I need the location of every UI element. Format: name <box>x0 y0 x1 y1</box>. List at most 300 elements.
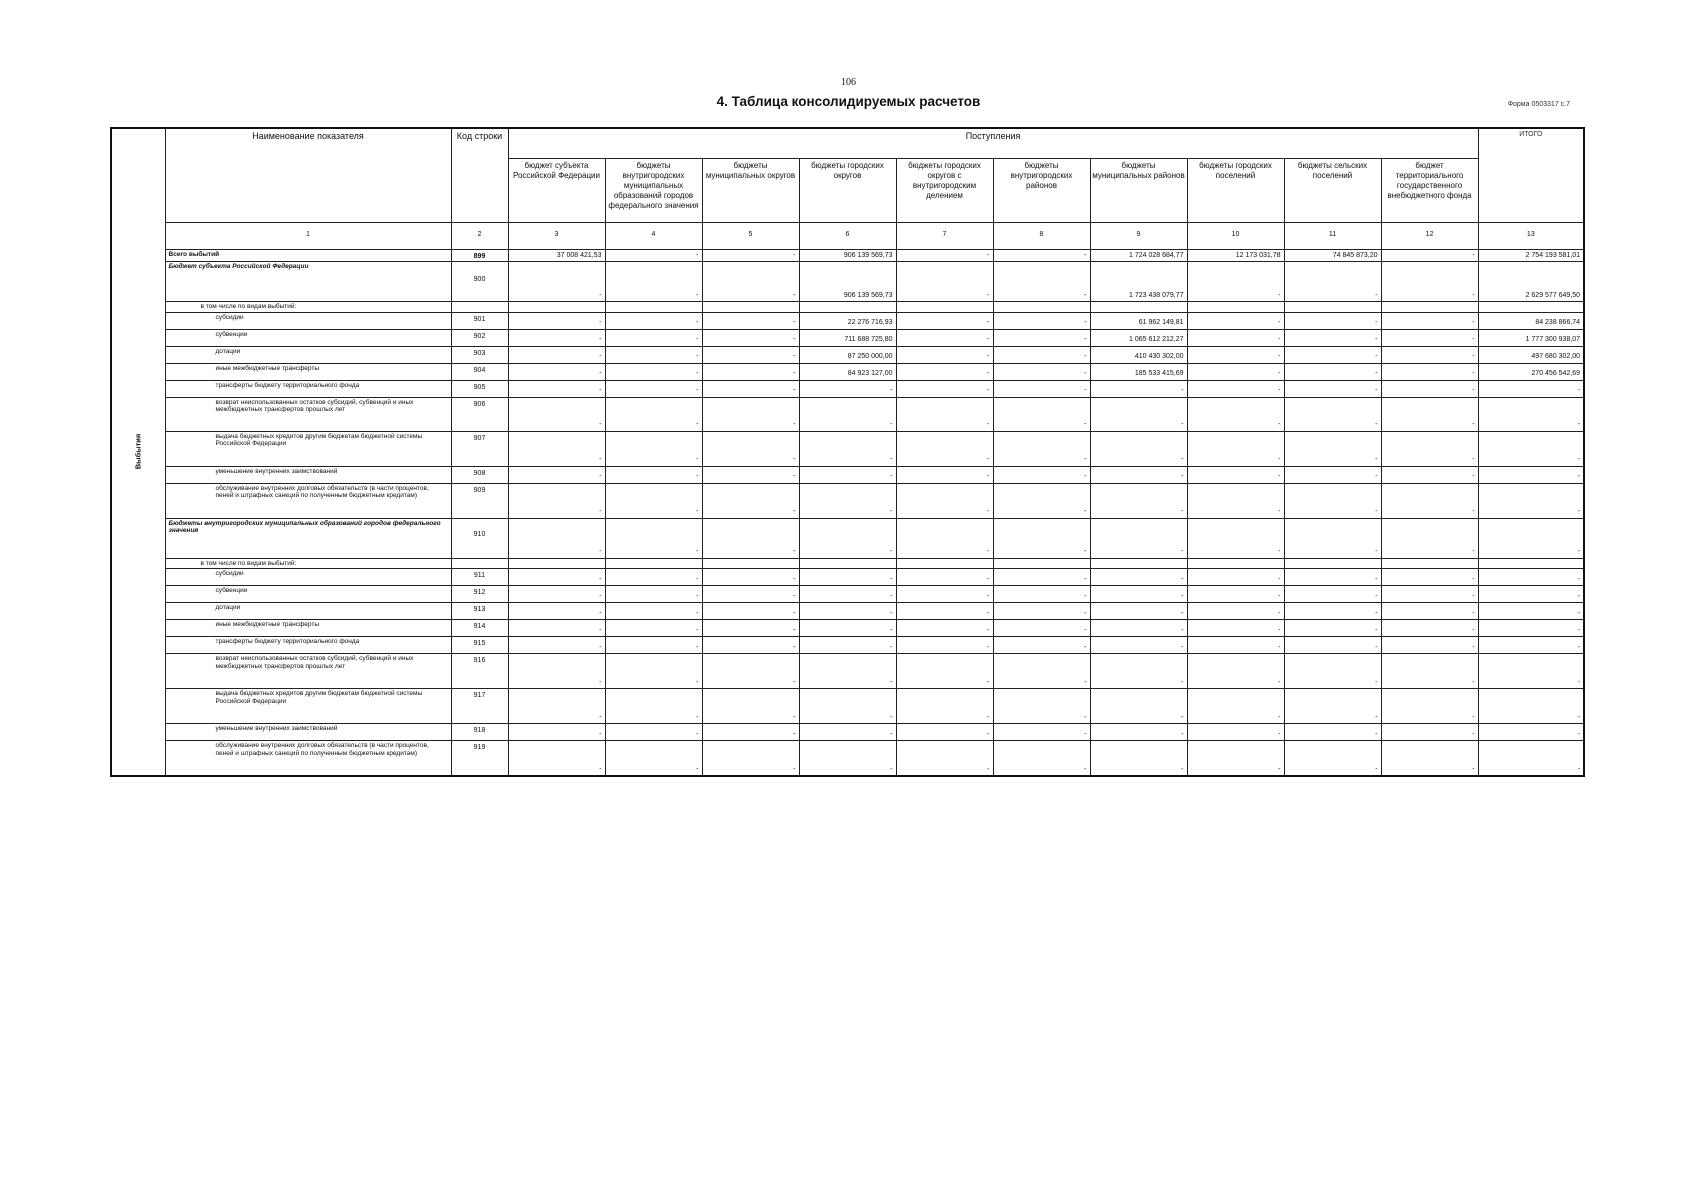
row-value: - <box>1187 518 1284 558</box>
col-number: 3 <box>508 222 605 249</box>
table-row <box>111 518 1584 558</box>
row-value: - <box>993 261 1090 301</box>
row-value: - <box>896 603 993 620</box>
row-value: - <box>1284 620 1381 637</box>
row-value: - <box>508 431 605 466</box>
row-value <box>1381 558 1478 569</box>
row-value: - <box>508 654 605 689</box>
row-value <box>896 558 993 569</box>
row-value: - <box>508 637 605 654</box>
row-value: - <box>799 397 896 431</box>
row-value: - <box>508 312 605 329</box>
row-total-value: - <box>1478 569 1584 586</box>
row-value: - <box>702 249 799 261</box>
row-value: - <box>605 586 702 603</box>
row-value: - <box>1187 724 1284 741</box>
row-value: - <box>1187 689 1284 724</box>
row-value: - <box>799 483 896 518</box>
row-name: субсидии <box>165 312 451 329</box>
row-value: - <box>605 380 702 397</box>
row-code: 900 <box>451 261 508 301</box>
row-total-value: - <box>1478 689 1584 724</box>
row-value: - <box>508 329 605 346</box>
row-total-value: 1 777 300 938,07 <box>1478 329 1584 346</box>
row-value: - <box>1187 466 1284 483</box>
row-value <box>1187 558 1284 569</box>
row-name: субвенции <box>165 329 451 346</box>
row-value: - <box>993 363 1090 380</box>
row-value: - <box>1381 249 1478 261</box>
row-value: - <box>1381 466 1478 483</box>
row-value: - <box>1381 620 1478 637</box>
row-value: - <box>508 569 605 586</box>
col-number: 4 <box>605 222 702 249</box>
row-total-value: - <box>1478 466 1584 483</box>
table-row <box>111 603 1584 620</box>
table-row <box>111 346 1584 363</box>
row-value: - <box>1284 603 1381 620</box>
row-name: уменьшение внутренних заимствований <box>165 724 451 741</box>
row-name: Всего выбытий <box>165 249 451 261</box>
col-number: 11 <box>1284 222 1381 249</box>
row-value: - <box>1284 518 1381 558</box>
row-value: - <box>799 380 896 397</box>
row-value: - <box>1187 654 1284 689</box>
row-value <box>799 301 896 312</box>
row-value: - <box>1187 569 1284 586</box>
row-value: - <box>702 518 799 558</box>
row-value: - <box>1090 689 1187 724</box>
row-value: - <box>993 724 1090 741</box>
row-value: - <box>799 518 896 558</box>
row-value: - <box>1284 329 1381 346</box>
row-value <box>1090 558 1187 569</box>
row-value: - <box>1381 483 1478 518</box>
row-code: 909 <box>451 483 508 518</box>
row-value: - <box>605 569 702 586</box>
row-value: - <box>1284 724 1381 741</box>
row-value: - <box>702 397 799 431</box>
table-row <box>111 380 1584 397</box>
row-value: - <box>896 249 993 261</box>
row-value: - <box>1090 397 1187 431</box>
row-value: - <box>1187 312 1284 329</box>
row-value: - <box>508 380 605 397</box>
row-code: 916 <box>451 654 508 689</box>
row-value: - <box>896 466 993 483</box>
row-value: - <box>1381 329 1478 346</box>
row-value: - <box>896 397 993 431</box>
row-value: - <box>508 466 605 483</box>
row-value: - <box>799 689 896 724</box>
row-value: - <box>993 346 1090 363</box>
row-value: - <box>1284 483 1381 518</box>
table-row <box>111 397 1584 431</box>
row-value <box>1090 301 1187 312</box>
row-value: - <box>605 637 702 654</box>
row-total-value: - <box>1478 741 1584 776</box>
row-value <box>702 558 799 569</box>
col-number: 6 <box>799 222 896 249</box>
row-value <box>605 558 702 569</box>
row-value: - <box>508 586 605 603</box>
row-total-value: - <box>1478 637 1584 654</box>
column-number-row <box>111 222 1584 249</box>
row-value: - <box>1090 569 1187 586</box>
row-value: - <box>702 346 799 363</box>
row-code: 903 <box>451 346 508 363</box>
row-value: - <box>896 329 993 346</box>
row-value: - <box>605 620 702 637</box>
row-value: - <box>508 518 605 558</box>
col-number: 8 <box>993 222 1090 249</box>
row-value: - <box>993 637 1090 654</box>
row-name: иные межбюджетные трансферты <box>165 363 451 380</box>
row-value: - <box>1187 586 1284 603</box>
header-name: Наименование показателя <box>165 128 451 222</box>
row-value: - <box>799 586 896 603</box>
row-value: - <box>702 654 799 689</box>
row-value: - <box>799 431 896 466</box>
col-number: 5 <box>702 222 799 249</box>
row-total-value: 2 629 577 649,50 <box>1478 261 1584 301</box>
row-value: - <box>1381 689 1478 724</box>
row-value: - <box>508 620 605 637</box>
row-value: - <box>605 397 702 431</box>
row-value <box>896 301 993 312</box>
row-value: - <box>993 329 1090 346</box>
row-value: - <box>1381 637 1478 654</box>
consolidated-settlements-table <box>110 127 1585 777</box>
table-row <box>111 586 1584 603</box>
row-name: выдача бюджетных кредитов другим бюджетам бюджетной системы Российской Федерации <box>165 431 451 466</box>
row-value <box>1187 301 1284 312</box>
row-value: - <box>1381 518 1478 558</box>
header-group: Поступления <box>508 128 1478 158</box>
row-value <box>993 301 1090 312</box>
row-value: - <box>1381 654 1478 689</box>
row-value: 87 250 000,00 <box>799 346 896 363</box>
row-value: - <box>605 346 702 363</box>
row-value: - <box>1090 518 1187 558</box>
row-name: в том числе по видам выбытий: <box>165 301 451 312</box>
row-total-value: - <box>1478 380 1584 397</box>
table-row <box>111 431 1584 466</box>
row-name: субвенции <box>165 586 451 603</box>
row-value: - <box>993 689 1090 724</box>
row-value: - <box>605 689 702 724</box>
row-value <box>508 301 605 312</box>
row-code: 899 <box>451 249 508 261</box>
row-value: - <box>1090 586 1187 603</box>
row-value: - <box>1284 569 1381 586</box>
row-total-value: - <box>1478 431 1584 466</box>
table-row <box>111 637 1584 654</box>
row-total-value: - <box>1478 518 1584 558</box>
row-code: 913 <box>451 603 508 620</box>
row-value: - <box>1187 397 1284 431</box>
row-value: - <box>702 724 799 741</box>
side-label: Выбытия <box>133 433 143 470</box>
row-total-value: - <box>1478 620 1584 637</box>
row-value: - <box>1187 603 1284 620</box>
row-value <box>605 301 702 312</box>
row-code: 905 <box>451 380 508 397</box>
row-value: - <box>605 741 702 776</box>
form-code: Форма 0503317 с.7 <box>1507 101 1570 108</box>
table-row <box>111 620 1584 637</box>
row-value: - <box>896 261 993 301</box>
row-value: - <box>1284 363 1381 380</box>
row-name: дотации <box>165 603 451 620</box>
table-row <box>111 724 1584 741</box>
row-value: - <box>1284 466 1381 483</box>
row-value: - <box>896 654 993 689</box>
row-name: Бюджеты внутригородских муниципальных образований городов федерального значения <box>165 518 451 558</box>
row-value: - <box>1381 741 1478 776</box>
row-value: 410 430 302,00 <box>1090 346 1187 363</box>
row-value: - <box>702 620 799 637</box>
row-value: - <box>702 312 799 329</box>
row-value: - <box>799 603 896 620</box>
table-row <box>111 483 1584 518</box>
row-total-value: 2 754 193 581,01 <box>1478 249 1584 261</box>
row-total-value: 497 680 302,00 <box>1478 346 1584 363</box>
row-value: - <box>896 483 993 518</box>
row-value: - <box>799 620 896 637</box>
row-code: 908 <box>451 466 508 483</box>
row-value: - <box>1284 637 1381 654</box>
row-total-value: - <box>1478 586 1584 603</box>
col-number: 2 <box>451 222 508 249</box>
row-code: 906 <box>451 397 508 431</box>
row-value: - <box>702 363 799 380</box>
row-value: - <box>605 249 702 261</box>
row-value: - <box>1187 431 1284 466</box>
row-code: 904 <box>451 363 508 380</box>
table-row <box>111 466 1584 483</box>
row-value: - <box>508 363 605 380</box>
table-row <box>111 689 1584 724</box>
row-value: 906 139 569,73 <box>799 249 896 261</box>
row-value: - <box>605 518 702 558</box>
row-value: - <box>1090 380 1187 397</box>
row-value: - <box>1284 689 1381 724</box>
row-value: - <box>1284 380 1381 397</box>
row-value: - <box>1090 654 1187 689</box>
row-name: Бюджет субъекта Российской Федерации <box>165 261 451 301</box>
row-value: - <box>1090 466 1187 483</box>
table-row <box>111 301 1584 312</box>
row-name: иные межбюджетные трансферты <box>165 620 451 637</box>
header-sub-1: бюджет субъекта Российской Федерации <box>508 158 605 222</box>
row-value: - <box>702 466 799 483</box>
header-sub-4: бюджеты городских округов <box>799 158 896 222</box>
col-number: 1 <box>165 222 451 249</box>
row-code <box>451 301 508 312</box>
row-value: - <box>1381 380 1478 397</box>
row-value: - <box>1187 346 1284 363</box>
row-value: - <box>993 620 1090 637</box>
row-value: - <box>993 569 1090 586</box>
row-value: - <box>896 312 993 329</box>
row-value: - <box>702 637 799 654</box>
row-value: - <box>896 363 993 380</box>
row-value: - <box>702 329 799 346</box>
row-value: - <box>1381 569 1478 586</box>
row-value: - <box>896 569 993 586</box>
row-value: - <box>702 380 799 397</box>
row-value: - <box>702 586 799 603</box>
table-row <box>111 569 1584 586</box>
row-value: - <box>702 689 799 724</box>
row-value: - <box>896 741 993 776</box>
table-row <box>111 741 1584 776</box>
table-row <box>111 558 1584 569</box>
row-value: 22 276 716,93 <box>799 312 896 329</box>
row-name: трансферты бюджету территориального фонда <box>165 380 451 397</box>
row-total-value <box>1478 558 1584 569</box>
header-total: ИТОГО <box>1478 128 1584 222</box>
row-value <box>508 558 605 569</box>
table-row <box>111 329 1584 346</box>
row-value: 1 724 028 684,77 <box>1090 249 1187 261</box>
row-value: - <box>605 654 702 689</box>
row-value: - <box>702 603 799 620</box>
row-name: выдача бюджетных кредитов другим бюджетам бюджетной системы Российской Федерации <box>165 689 451 724</box>
row-value: - <box>508 603 605 620</box>
row-value <box>799 558 896 569</box>
row-value: - <box>1187 363 1284 380</box>
row-value: - <box>1187 741 1284 776</box>
row-value: - <box>993 312 1090 329</box>
row-value: - <box>896 431 993 466</box>
row-value: 37 008 421,53 <box>508 249 605 261</box>
row-value: - <box>1381 261 1478 301</box>
row-value: - <box>993 518 1090 558</box>
row-value: - <box>605 329 702 346</box>
row-name: возврат неиспользованных остатков субсидий, субвенций и иных межбюджетных трансфертов прошлых лет <box>165 654 451 689</box>
row-value: - <box>993 466 1090 483</box>
row-code: 915 <box>451 637 508 654</box>
row-code <box>451 558 508 569</box>
row-value: - <box>605 261 702 301</box>
row-value: - <box>1381 312 1478 329</box>
row-value: - <box>1381 431 1478 466</box>
row-value: 906 139 569,73 <box>799 261 896 301</box>
row-code: 917 <box>451 689 508 724</box>
row-value: - <box>702 431 799 466</box>
row-value: - <box>896 346 993 363</box>
row-value: - <box>605 312 702 329</box>
row-value: - <box>896 637 993 654</box>
col-number: 10 <box>1187 222 1284 249</box>
row-name: обслуживание внутренних долговых обязательств (в части процентов, пеней и штрафных санкций по полученным бюджетным кредитам) <box>165 483 451 518</box>
header-sub-6: бюджеты внутригородских районов <box>993 158 1090 222</box>
row-value: - <box>508 724 605 741</box>
row-value: - <box>702 741 799 776</box>
table-row <box>111 249 1584 261</box>
row-code: 902 <box>451 329 508 346</box>
row-total-value <box>1478 301 1584 312</box>
header-sub-5: бюджеты городских округов с внутригородским делением <box>896 158 993 222</box>
row-value: - <box>993 431 1090 466</box>
row-value: - <box>1187 329 1284 346</box>
row-value: 74 845 873,20 <box>1284 249 1381 261</box>
page-number: 106 <box>841 77 856 88</box>
row-value: - <box>1187 620 1284 637</box>
row-value <box>1381 301 1478 312</box>
table-row <box>111 654 1584 689</box>
row-code: 910 <box>451 518 508 558</box>
row-code: 907 <box>451 431 508 466</box>
row-value: - <box>1090 724 1187 741</box>
row-value: - <box>799 724 896 741</box>
row-value: - <box>993 603 1090 620</box>
col-number: 12 <box>1381 222 1478 249</box>
row-value: - <box>508 397 605 431</box>
header-row-group <box>111 128 1584 158</box>
row-value: - <box>1284 586 1381 603</box>
header-sub-2: бюджеты внутригородских муниципальных образований городов федерального значения <box>605 158 702 222</box>
row-value: - <box>993 741 1090 776</box>
row-value: - <box>1284 741 1381 776</box>
col-number: 9 <box>1090 222 1187 249</box>
row-value <box>1284 558 1381 569</box>
row-value: 84 923 127,00 <box>799 363 896 380</box>
header-sub-3: бюджеты муниципальных округов <box>702 158 799 222</box>
row-value: 12 173 031,78 <box>1187 249 1284 261</box>
row-value: - <box>1090 741 1187 776</box>
row-value: - <box>605 431 702 466</box>
row-name: субсидии <box>165 569 451 586</box>
row-value: - <box>1090 620 1187 637</box>
row-code: 918 <box>451 724 508 741</box>
row-name: трансферты бюджету территориального фонда <box>165 637 451 654</box>
row-value: - <box>1187 380 1284 397</box>
row-value: 711 688 725,80 <box>799 329 896 346</box>
row-value: - <box>799 741 896 776</box>
row-value: - <box>605 724 702 741</box>
row-total-value: - <box>1478 724 1584 741</box>
row-value: - <box>1284 397 1381 431</box>
row-value: - <box>896 724 993 741</box>
row-code: 914 <box>451 620 508 637</box>
row-name: уменьшение внутренних заимствований <box>165 466 451 483</box>
row-total-value: - <box>1478 603 1584 620</box>
row-name: возврат неиспользованных остатков субсидий, субвенций и иных межбюджетных трансфертов прошлых лет <box>165 397 451 431</box>
row-value: - <box>896 586 993 603</box>
row-value: - <box>1284 346 1381 363</box>
row-value: - <box>605 483 702 518</box>
row-value: - <box>605 603 702 620</box>
row-value: - <box>993 483 1090 518</box>
row-value: 185 533 415,69 <box>1090 363 1187 380</box>
row-code: 911 <box>451 569 508 586</box>
row-value: - <box>1381 724 1478 741</box>
row-value: - <box>1284 431 1381 466</box>
row-value: - <box>1381 603 1478 620</box>
row-value: - <box>993 380 1090 397</box>
row-code: 901 <box>451 312 508 329</box>
row-value: - <box>1284 261 1381 301</box>
row-value: - <box>605 466 702 483</box>
row-value: - <box>1381 397 1478 431</box>
row-value: - <box>1090 603 1187 620</box>
row-value: - <box>993 654 1090 689</box>
row-value: - <box>508 261 605 301</box>
row-total-value: - <box>1478 397 1584 431</box>
